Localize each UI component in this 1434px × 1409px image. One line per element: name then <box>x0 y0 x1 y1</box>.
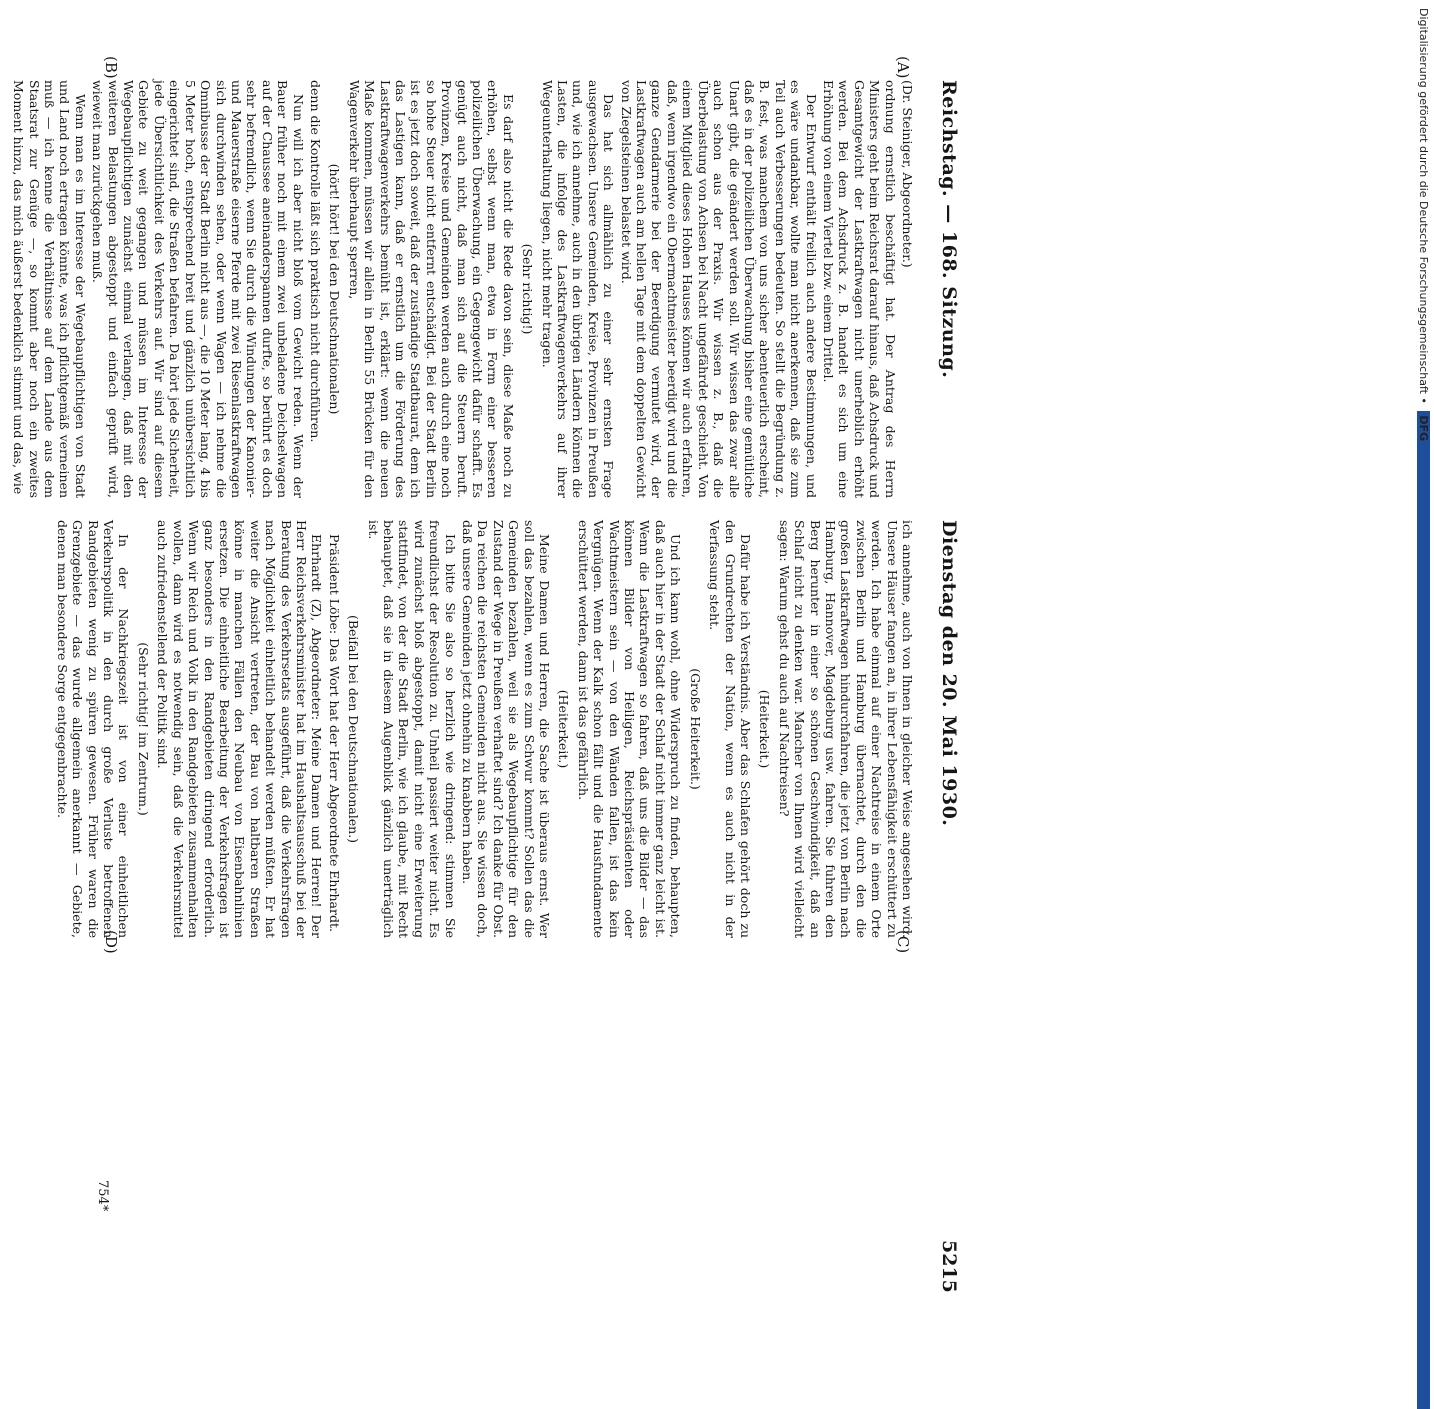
margin-mark-a: (A) <box>894 56 912 79</box>
interjection: (Heiterkeit.) <box>556 689 572 769</box>
paragraph: denn die Kontrolle läßt sich praktisch nicht durchführen. <box>307 80 323 443</box>
paragraph: Und ich kann wohl, ohne Widerspruch zu finden, behaupten, daß auch hier in der Stadt der Schlaf nicht immer ganz leicht ist. Wenn die Lastkraftwagen so fahren, daß uns die Bilder — das können Bilder von Heiligen, Reichspräsidenten oder Wachtmeistern sein — von den Wänden fallen, ist das kein Vergnügen. Wenn der Kalk schon fällt und die Hausfundamente erschüttert werden, dann ist das gefährlich. <box>575 520 684 938</box>
president-line: Präsident Löbe: Das Wort hat der Herr Abgeordnete Ehrhardt. <box>326 534 342 932</box>
paragraph: Der Entwurf enthält freilich auch andere Bestimmungen, und es wäre undankbar, wollte man nicht anerkennen, daß sie zum Teil auch Verbesserungen bedeuten. So stellt die Begründung z. B. fest, was manchem von uns sicher abenteuerlich erscheint, daß es in der polizeilichen Überwachung bisher eine gemütliche Unart gibt, die geändert werden soll. Wir wissen das zwar alle auch schon aus der Praxis. Wir wissen z. B., daß die Überbelastung von Achsen bei Nacht ungefährdet geschieht. Von einem Mitglied dieses Hohen Hauses können wir auch erfahren, daß, wenn irgendwo ein Obermachtmeister beerdigt wird und die ganze Gendarmerie bei der Beerdigung vermutet wird, der Lastkraftwagen auch am hellen Tage mit dem doppelten Gewicht von Ziegelsteinen belastet wird. <box>618 80 819 498</box>
text-column-right <box>54 520 915 938</box>
interjection: (Große Heiterkeit.) <box>687 668 703 790</box>
paragraph: Meine Damen und Herren, die Sache ist überaus ernst. Wer soll das bezahlen, wenn es zum Schwur kommt? Sollen das die Gemeinden bezahlen, weil sie als Wegebaupflichtige für den Zustand der Wege in Preußen verhaftet sind? Ich danke für Obst. Da reichen die reichsten Gemeinden nicht aus. Sie wissen doch, daß unsere Gemeinden jetzt ohnehin zu knabbern haben. <box>460 520 553 938</box>
signature-mark: 754* <box>95 1180 110 1212</box>
margin-mark-c: (C) <box>894 930 912 954</box>
margin-mark-b: (B) <box>102 56 120 79</box>
paragraph: In der Nachkriegszeit ist von einer einheitlichen Verkehrspolitik in den durch große Verluste betroffenen Randgebieten wenig zu spüren gewesen. Früher waren die Grenzgebiete — das wurde allgemein anerkannt — Gebiete, denen man besondere Sorge entgegenbrachte. <box>54 520 132 938</box>
paragraph: Wenn man es im Interesse der Wegebaupflichtigen von Stadt und Land noch ertragen könnte, was ich pflichtgemäß verneinen muß — ich kenne die Verhältnisse auf dem Lande aus dem Staatsrat zur Genüge —, so kommt aber noch ein zweites Moment hinzu, das mich äußerst bedenklich stimmt und das, wie <box>11 80 88 498</box>
text-column-left <box>11 80 915 498</box>
dfg-logo: DFG <box>1417 411 1430 1409</box>
margin-mark-d: (D) <box>102 930 120 954</box>
paragraph: Dafür habe ich Verständnis. Aber das Schlafen gehört doch zu den Grundrechten der Nation, wenn es auch nicht in der Verfassung steht. <box>707 520 753 938</box>
paragraph: Nun will ich aber nicht bloß vom Gewicht reden. Wenn der Bauer früher noch mit einem zwei unbeladene Deichselwagen auf der Chaussee aneinanderspannen durfte, so berührt es doch sehr befremdlich, wenn Sie durch die Windungen der Kanonier- und Mauerstraße eiserne Pferde mit zwei Riesenlastkraftwagen sich durchwinden sehen, oder wenn Wagen — ich nehme die Omnibusse der Stadt Berlin nicht aus —, die 10 Meter lang, 4 bis 5 Meter hoch, entsprechend breit und gänzlich unübersichtlich eingerichtet sind, die Straßen befahren. Da hört jede Sicherheit, jede Übersichtlichkeit des Verkehrs auf. Wir sind auf diesem Gebiete zu weit gegangen und müssen im Interesse der Wegebaupflichtigen zunächst einmal verlangen, daß mit den weiteren Belastungen abgestoppt und einfach geprüft wird, wieweit man zurückgehen muß. <box>90 80 306 498</box>
running-head-left: Reichstag. — 168. Sitzung. <box>938 80 960 379</box>
digitization-credit <box>1416 8 1430 998</box>
paragraph: ordnung ernstlich beschäftigt hat. Der Antrag des Herrn Ministers geht beim Reichsrat darauf hinaus, daß Achsdruck und Gesamtgewicht der Lastkraftwagen nicht unerheblich erhöht werden. Bei dem Achsdruck z. B. handelt es sich um eine Erhöhung von einem Viertel bzw. einem Drittel. <box>820 80 898 498</box>
running-head-right: Dienstag den 20. Mai 1930. <box>938 520 960 827</box>
paragraph: ich annehme, auch von Ihnen in gleicher Weise angesehen wird. Unsere Häuser fangen an, in ihrer Lebensfähigkeit erschüttert zu werden. Ich habe einmal auf einer Nachtreise in einem Orte zwischen Berlin und Hamburg übernachtet, durch den die großen Lastkraftwagen hindurchfahren, die jetzt von Berlin nach Hamburg, Hannover, Magdeburg usw. fahren. Sie fuhren den Berg herunter in einer so schönen Geschwindigkeit, daß an Schlaf nicht zu denken war. Mancher von Ihnen wird vielleicht sagen: Warum gehst du auch auf Nachtreisen? <box>776 520 915 938</box>
interjection: (Beifall bei den Deutschnationalen.) <box>346 614 362 844</box>
interjection: (Heiterkeit.) <box>757 689 773 769</box>
paragraph: Das hat sich allmählich zu einer sehr ernsten Frage ausgewachsen. Unsere Gemeinden, Kreise, Provinzen in Preußen und, wie ich annehme, auch in den übrigen Ländern können die Lasten, die infolge des Lastkraftwagenverkehrs auf ihrer Wegeunterhaltung liegen, nicht mehr tragen. <box>539 80 617 498</box>
speaker-line: (Dr. Steiniger, Abgeordneter.) <box>900 80 915 268</box>
interjection: (hört! hört! bei den Deutschnationalen) <box>327 163 343 415</box>
credit-text: Digitalisierung gefördert durch die Deutsche Forschungsgemeinschaft • <box>1417 8 1430 404</box>
interjection: (Sehr richtig!) <box>520 243 536 335</box>
paragraph: Ich bitte Sie also so herzlich wie dringend: stimmen Sie freundlichst der Resolution zu. Unheil passiert weiter nicht. Es wird zunächst bloß abgestoppt, damit nicht eine Erweiterung stattfindet, von der die Stadt Berlin, wie ich glaube, mit Recht behauptet, daß sie in diesem Augenblick gänzlich unerträglich ist. <box>365 520 458 938</box>
page-number: 5215 <box>938 1240 960 1293</box>
paragraph: Ehrhardt (Z), Abgeordneter: Meine Damen und Herren! Der Herr Reichsverkehrsminister hat im Haushaltsausschuß bei der Beratung des Verkehrsetats ausgeführt, daß die Verkehrsfragen nach Möglichkeit einheitlich behandelt werden müßten. Er hat weiter die Ansicht vertreten, der Bau von haltbaren Straßen könne in manchen Fällen den Neubau von Eisenbahnlinien ersetzen. Die einheitliche Bearbeitung der Verkehrsfragen ist ganz besonders in den Randgebieten dringend erforderlich. Wenn wir Reich und Volk in den Randgebieten zusammenhalten wollen, dann wird es notwendig sein, daß die Verkehrsmittel auch zufriedenstellend der Politik sind. <box>155 520 325 938</box>
interjection: (Sehr richtig! im Zentrum.) <box>135 642 151 816</box>
paragraph: Es darf also nicht die Rede davon sein, diese Maße noch zu erhöhen, selbst wenn man, etwa in Form einer besseren polizeilichen Überwachung, ein Gegengewicht dafür schafft. Es genügt auch nicht, daß man sich auf die Steuern beruft. Provinzen, Kreise und Gemeinden werden auch durch eine noch so hohe Steuer nicht entfernt entschädigt. Bei der Stadt Berlin ist es jetzt doch soweit, daß der zuständige Stadtbaurat, dem ich das Lastigen kann, daß er ernstlich um die Förderung des Lastkraftwagenverkehrs bemüht ist, erklärt: wenn die neuen Maße kommen, müssen wir allein in Berlin 55 Brücken für den Wagenverkehr überhaupt sperren, <box>346 80 516 498</box>
